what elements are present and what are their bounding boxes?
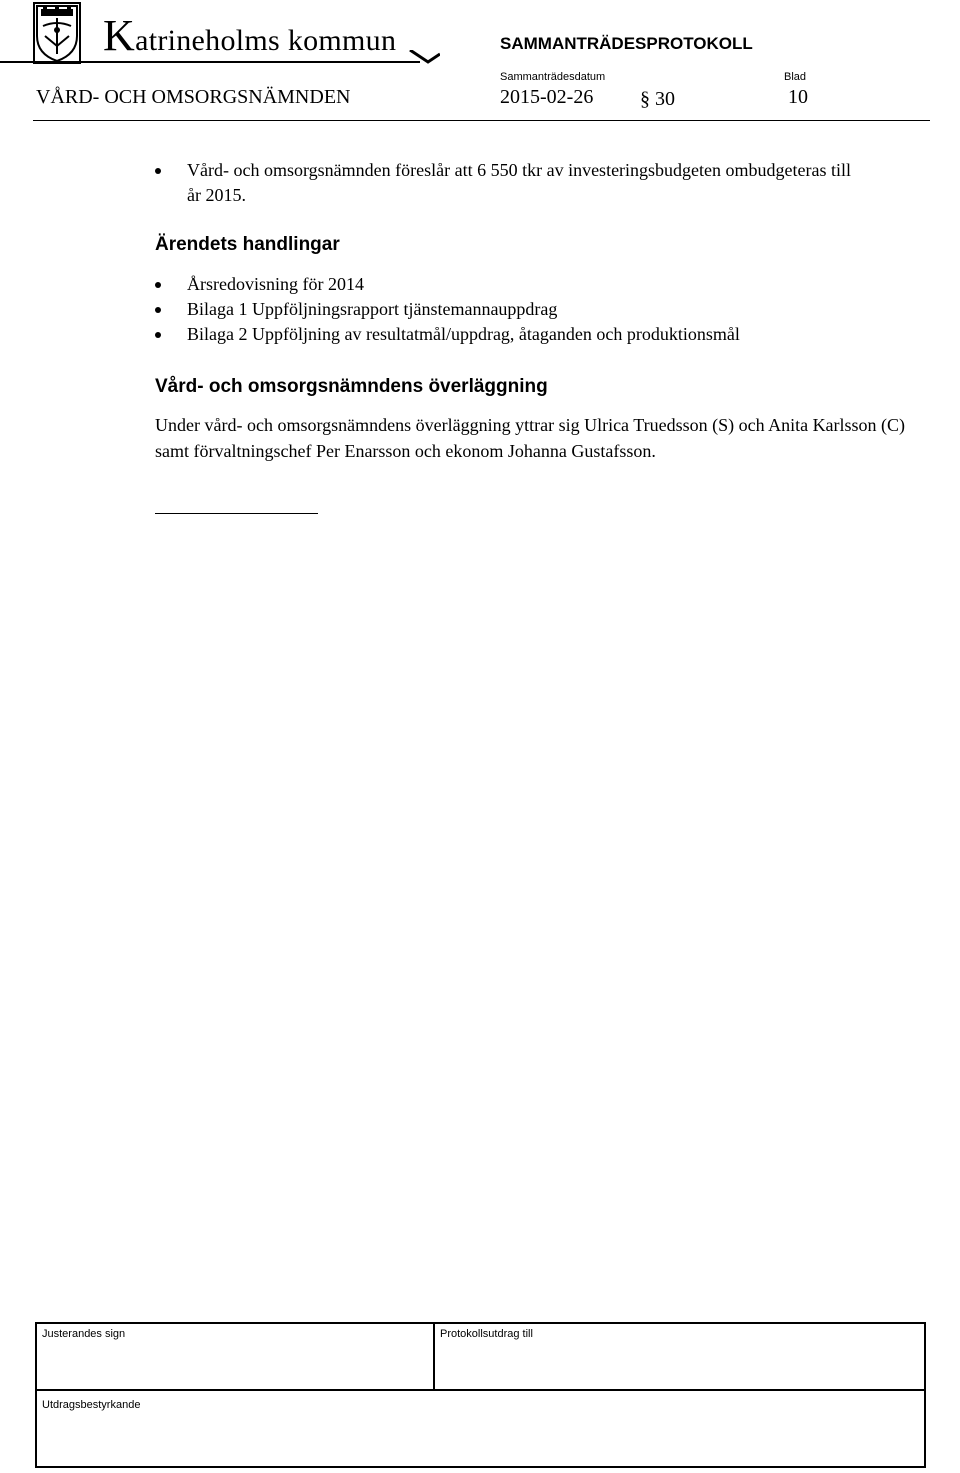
deliberation-heading: Vård- och omsorgsnämndens överläggning [155,376,548,397]
list-item-text: Bilaga 2 Uppföljning av resultatmål/uppdrag, åtaganden och produktionsmål [187,324,740,344]
paragraph-value: 30 [655,88,675,110]
page-label: Blad [784,71,807,83]
meeting-date: 2015-02-26 [500,86,594,108]
municipality-initial: K [103,11,136,60]
meeting-date-label: Sammanträdesdatum [500,71,606,83]
list-item [155,158,855,208]
list-item [155,297,915,322]
list-item [155,272,915,297]
documents-heading: Ärendets handlingar [155,234,340,255]
header-swoosh [0,50,440,66]
footer-box [35,1322,926,1468]
list-item-text: Vård- och omsorgsnämnden föreslår att 6 550 tkr av investeringsbudgeten ombudgeteras till år 2015. [187,160,852,205]
list-item [155,322,915,347]
bullet-icon [155,332,161,338]
documents-list [155,272,915,347]
section-end-rule [155,513,318,514]
footer-column-divider [433,1324,435,1389]
paragraph-number [640,88,675,111]
intro-list [155,158,855,208]
bullet-icon [155,168,161,174]
document-type: SAMMANTRÄDESPROTOKOLL [500,34,753,53]
header-divider [33,120,930,121]
attestation-label: Utdragsbestyrkande [42,1399,141,1411]
list-item-text: Bilaga 1 Uppföljningsrapport tjänstemannauppdrag [187,299,558,319]
municipality-name-rest: atrineholms kommun [135,24,397,57]
page-number: 10 [788,86,808,108]
extract-to-label: Protokollsutdrag till [440,1328,533,1340]
deliberation-paragraph: Under vård- och omsorgsnämndens överläggning yttrar sig Ulrica Truedsson (S) och Anita Karlsson (C) samt förvaltningschef Per Enarsson och ekonom Johanna Gustafsson. [155,415,906,461]
committee-name: VÅRD- OCH OMSORGSNÄMNDEN [36,86,351,108]
paragraph-symbol: § [640,88,650,110]
list-item-text: Årsredovisning för 2014 [187,274,364,294]
bullet-icon [155,282,161,288]
adjuster-sign-label: Justerandes sign [42,1328,126,1340]
bullet-icon [155,307,161,313]
